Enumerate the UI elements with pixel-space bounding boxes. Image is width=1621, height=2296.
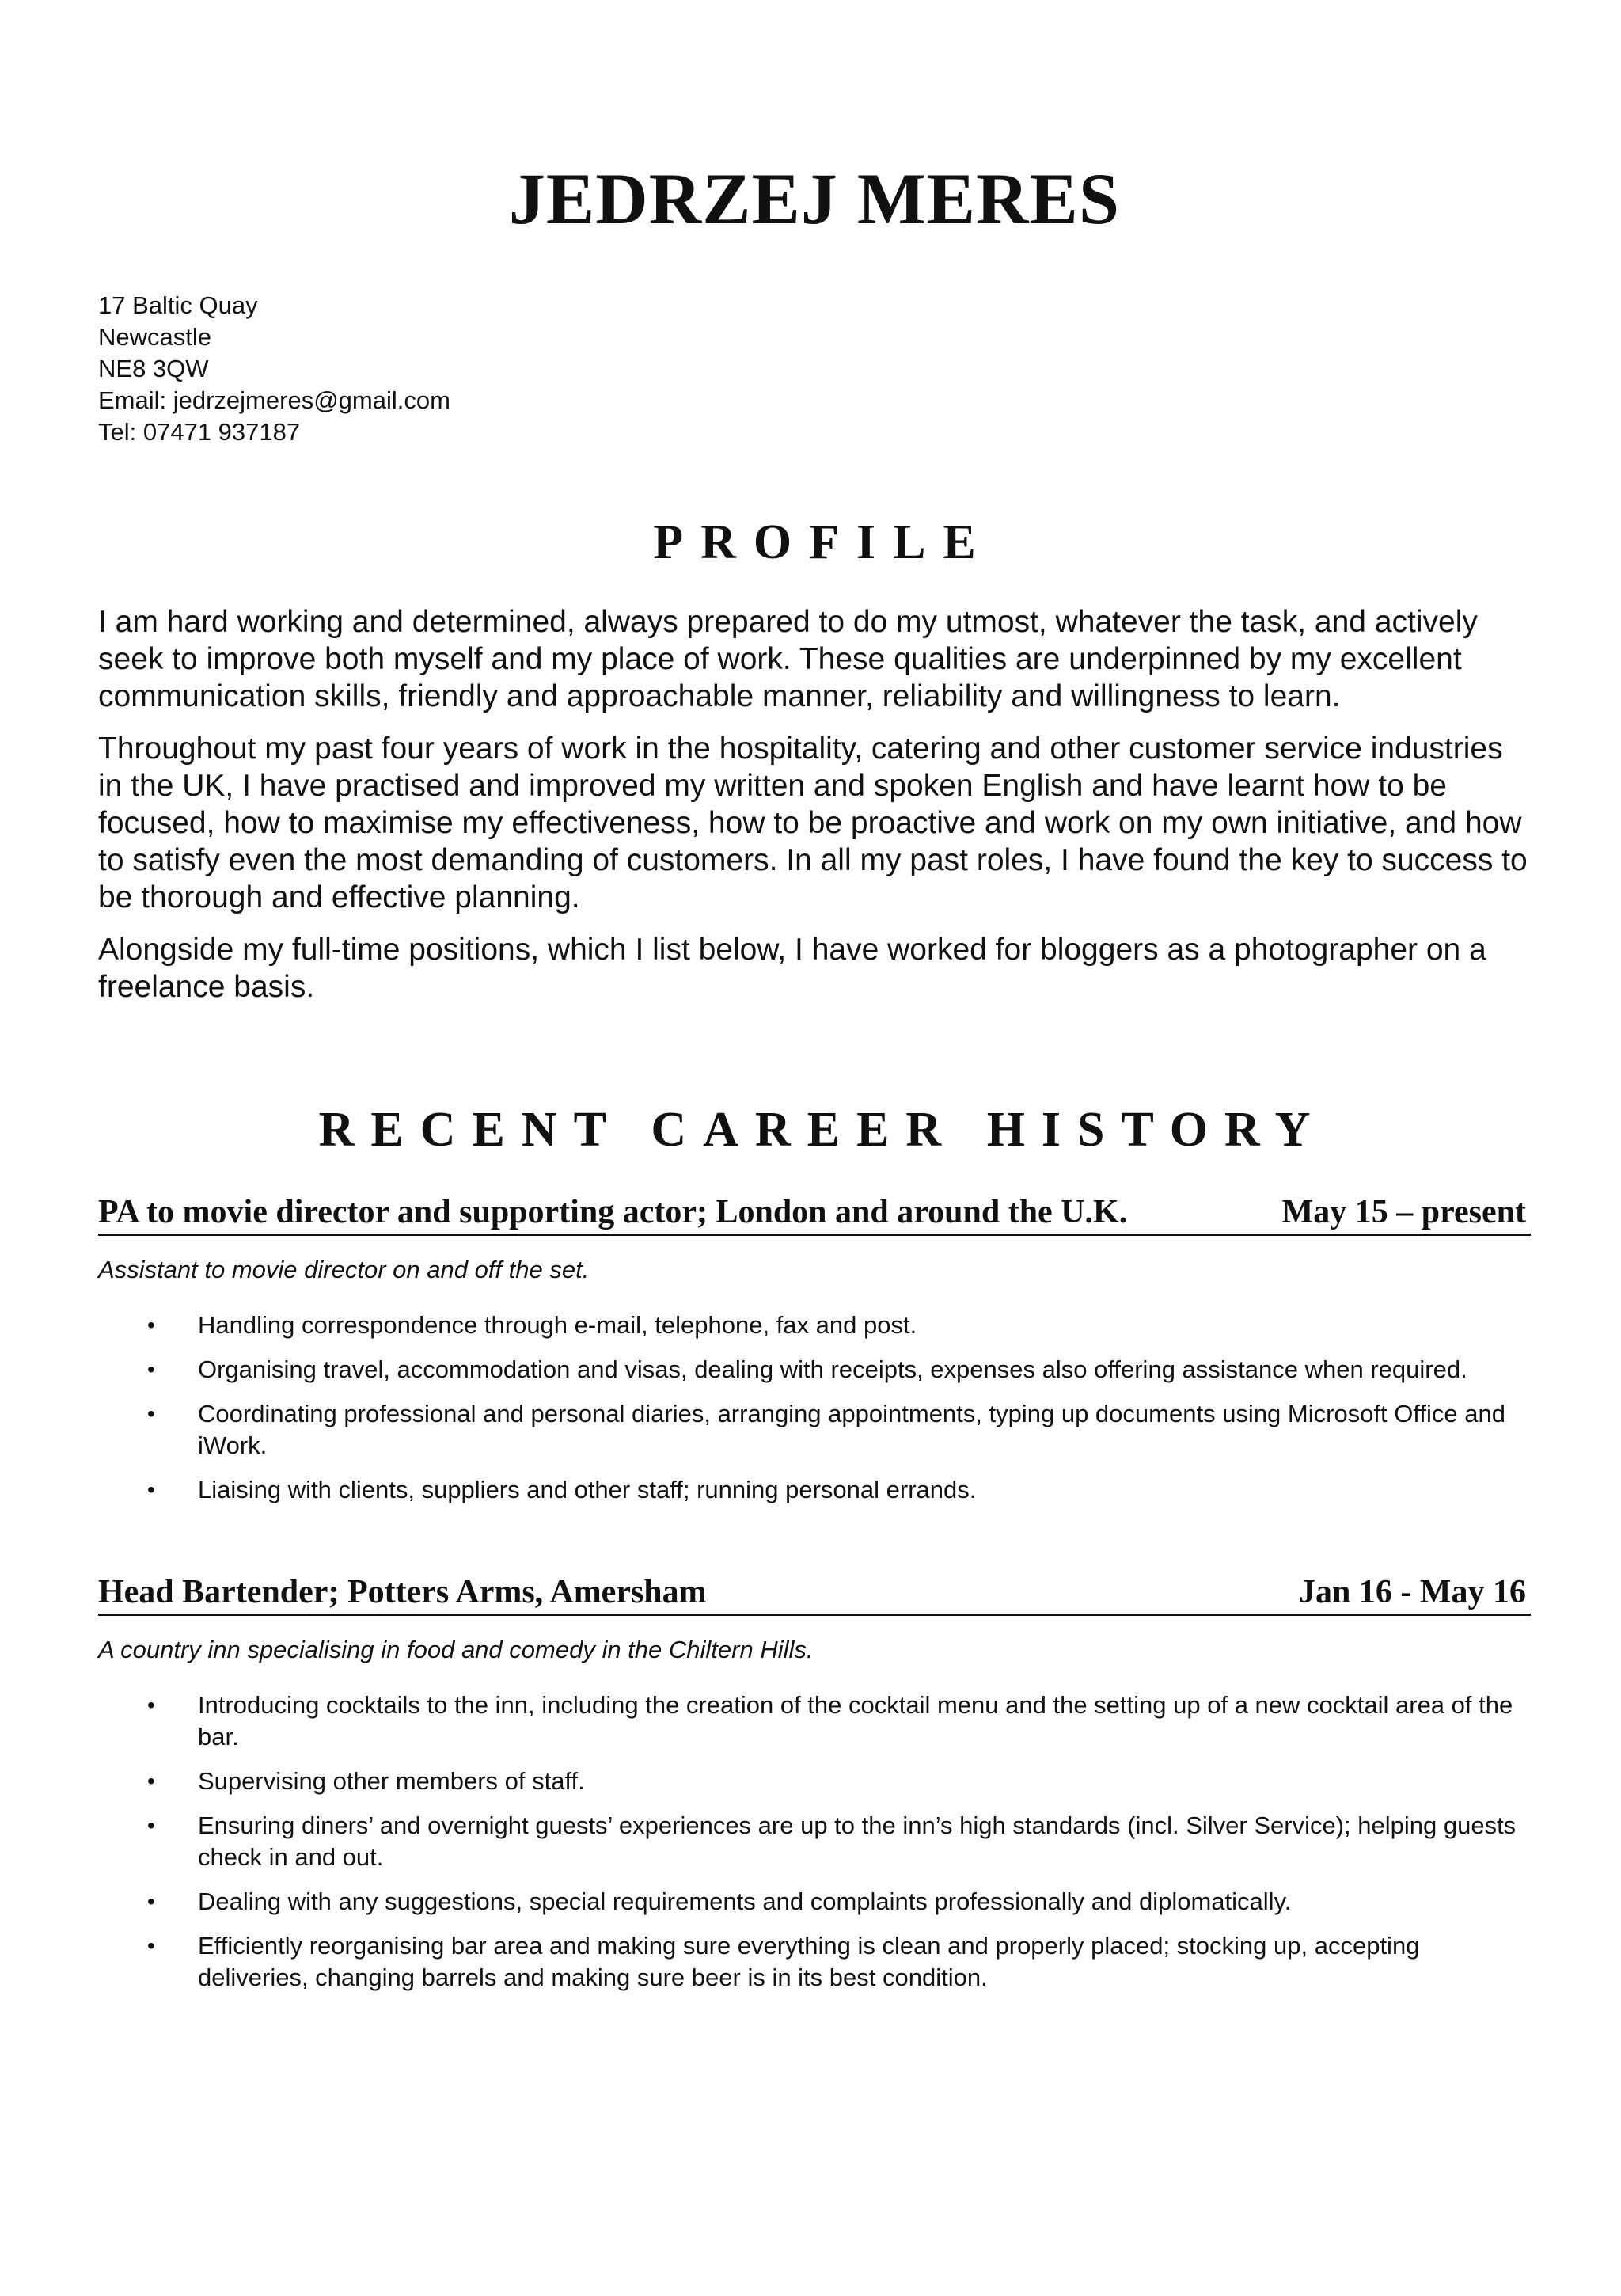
bullet-icon: • xyxy=(147,1401,155,1426)
list-item xyxy=(98,1474,1531,1506)
duty-text: Ensuring diners’ and overnight guests’ experiences are up to the inn’s high standards (incl. Silver Service); helping guests check in and out. xyxy=(198,1811,1517,1871)
bullet-icon: • xyxy=(147,1813,155,1838)
job-header xyxy=(98,1572,1531,1616)
postcode-line: NE8 3QW xyxy=(98,355,209,382)
career-history-heading: RECENT CAREER HISTORY xyxy=(318,1103,1327,1157)
list-item xyxy=(98,1930,1531,1994)
profile-section xyxy=(98,603,1531,1021)
job-duties-list xyxy=(98,1310,1531,1519)
job-dates: May 15 – present xyxy=(1281,1194,1526,1230)
bullet-icon: • xyxy=(147,1477,155,1502)
bullet-icon: • xyxy=(147,1933,155,1958)
list-item xyxy=(98,1886,1531,1918)
duty-text: Dealing with any suggestions, special requirements and complaints professionally and diplomatically. xyxy=(198,1887,1292,1915)
job-duties-list xyxy=(98,1690,1531,2006)
list-item xyxy=(98,1810,1531,1873)
applicant-name: JEDRZEJ MERES xyxy=(508,158,1121,239)
list-item xyxy=(98,1398,1531,1462)
profile-paragraph: Throughout my past four years of work in the hospitality, catering and other customer service industries in the UK, I have practised and improved my written and spoken English and have learnt how to be focused, how to maximise my effectiveness, how to be proactive and work on my own initiative, and how to satisfy even the most demanding of customers. In all my past roles, I have found the key to success to be thorough and effective planning. xyxy=(98,732,1528,914)
duty-text: Handling correspondence through e-mail, telephone, fax and post. xyxy=(198,1311,917,1339)
bullet-icon: • xyxy=(147,1313,155,1337)
job-description: A country inn specialising in food and comedy in the Chiltern Hills. xyxy=(98,1636,814,1663)
list-item xyxy=(98,1310,1531,1341)
bullet-icon: • xyxy=(147,1769,155,1793)
duty-text: Liaising with clients, suppliers and other staff; running personal errands. xyxy=(198,1476,977,1503)
profile-heading: PROFILE xyxy=(653,515,993,569)
telephone-line: Tel: 07471 937187 xyxy=(98,418,301,446)
duty-text: Organising travel, accommodation and visas, dealing with receipts, expenses also offering assistance when required. xyxy=(198,1355,1467,1383)
profile-paragraph: Alongside my full-time positions, which I list below, I have worked for bloggers as a photographer on a freelance basis. xyxy=(98,933,1486,1004)
list-item xyxy=(98,1354,1531,1386)
duty-text: Coordinating professional and personal diaries, arranging appointments, typing up documents using Microsoft Office and iWork. xyxy=(198,1400,1506,1459)
city-line: Newcastle xyxy=(98,323,211,351)
email-line: Email: jedrzejmeres@gmail.com xyxy=(98,386,450,414)
bullet-icon: • xyxy=(147,1889,155,1914)
profile-paragraph: I am hard working and determined, always prepared to do my utmost, whatever the task, and actively seek to improve both myself and my place of work. These qualities are underpinned by my excellent communication skills, friendly and approachable manner, reliability and willingness to learn. xyxy=(98,605,1478,713)
bullet-icon: • xyxy=(147,1693,155,1717)
duty-text: Supervising other members of staff. xyxy=(198,1767,585,1795)
duty-text: Introducing cocktails to the inn, including the creation of the cocktail menu and the setting up of a new cocktail area of the bar. xyxy=(198,1691,1513,1751)
job-dates: Jan 16 - May 16 xyxy=(1299,1574,1526,1610)
job-title: Head Bartender; Potters Arms, Amersham xyxy=(98,1574,707,1610)
address-line: 17 Baltic Quay xyxy=(98,291,258,319)
job-header xyxy=(98,1192,1531,1236)
job-description: Assistant to movie director on and off the set. xyxy=(98,1256,590,1283)
contact-block xyxy=(98,290,450,448)
job-title: PA to movie director and supporting actor; London and around the U.K. xyxy=(98,1194,1128,1230)
duty-text: Efficiently reorganising bar area and making sure everything is clean and properly placed; stocking up, accepting deliveries, changing barrels and making sure beer is in its best condition. xyxy=(198,1932,1420,1991)
list-item xyxy=(98,1690,1531,1753)
bullet-icon: • xyxy=(147,1357,155,1382)
list-item xyxy=(98,1766,1531,1797)
